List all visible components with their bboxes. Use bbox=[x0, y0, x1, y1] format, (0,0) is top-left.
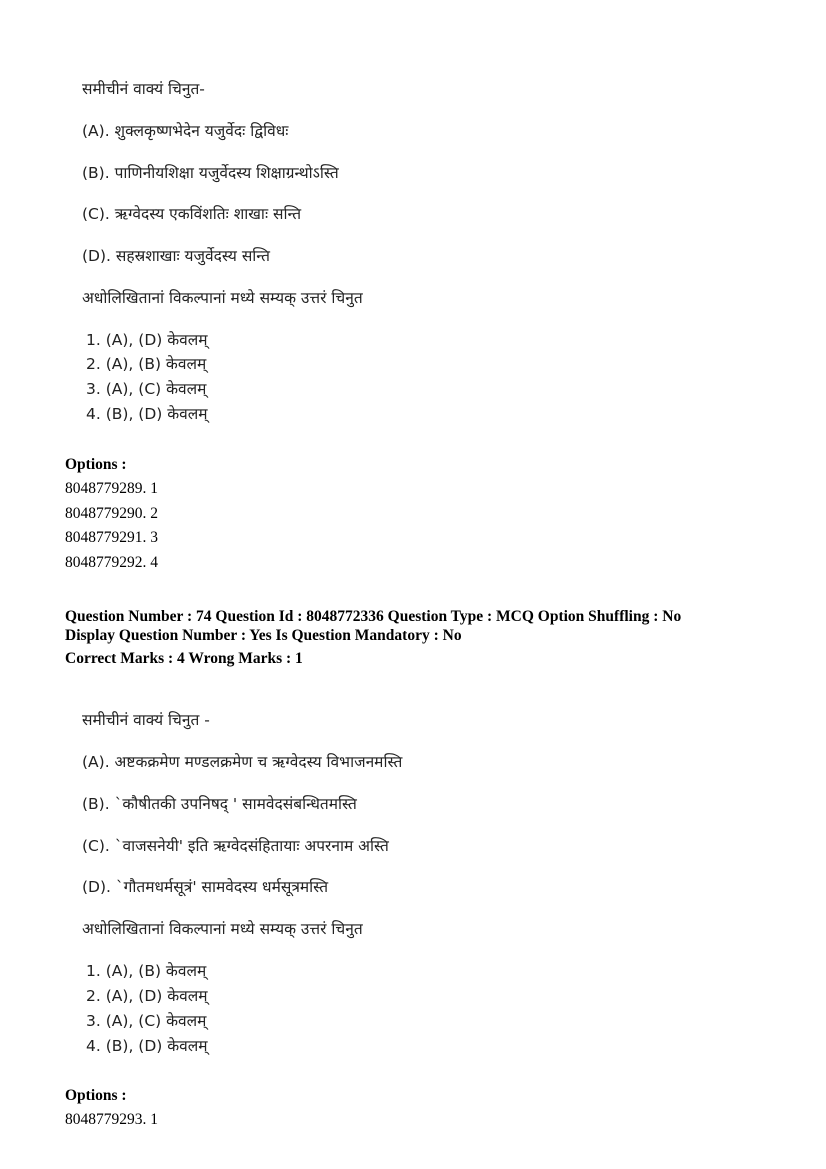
question-2-statement-b: (B). `कौषीतकी उपनिषद् ' सामवेदसंबन्धितमस्ति bbox=[82, 795, 357, 813]
question-2-prompt: समीचीनं वाक्यं चिनुत - bbox=[82, 711, 210, 729]
question-1-option-3: 8048779291. 3 bbox=[65, 529, 158, 546]
question-2-options-label: Options : bbox=[65, 1087, 127, 1104]
question-2-meta-line-2: Display Question Number : Yes Is Question Mandatory : No bbox=[65, 627, 462, 644]
question-1-statement-d: (D). सहस्रशाखाः यजुर्वेदस्य सन्ति bbox=[82, 247, 270, 265]
question-2-statement-a: (A). अष्टकक्रमेण मण्डलक्रमेण च ऋग्वेदस्य विभाजनमस्ति bbox=[82, 753, 403, 771]
question-1-options-label: Options : bbox=[65, 456, 127, 473]
question-2-statement-c: (C). `वाजसनेयी' इति ऋग्वेदसंहितायाः अपरनाम अस्ति bbox=[82, 837, 389, 855]
question-1-option-4: 8048779292. 4 bbox=[65, 554, 158, 571]
question-2-meta-line-1: Question Number : 74 Question Id : 8048772336 Question Type : MCQ Option Shuffling : No bbox=[65, 608, 682, 625]
question-2-instruction: अधोलिखितानां विकल्पानां मध्ये सम्यक् उत्तरं चिनुत bbox=[82, 920, 363, 938]
question-2-choice-1: 1. (A), (B) केवलम् bbox=[86, 962, 207, 980]
question-1-instruction: अधोलिखितानां विकल्पानां मध्ये सम्यक् उत्तरं चिनुत bbox=[82, 289, 363, 307]
question-1-statement-c: (C). ऋग्वेदस्य एकविंशतिः शाखाः सन्ति bbox=[82, 205, 302, 223]
question-2-statement-d: (D). `गौतमधर्मसूत्रं' सामवेदस्य धर्मसूत्रमस्ति bbox=[82, 878, 329, 896]
question-1-option-2: 8048779290. 2 bbox=[65, 505, 158, 522]
question-2-option-1: 8048779293. 1 bbox=[65, 1111, 158, 1128]
question-1-statement-a: (A). शुक्लकृष्णभेदेन यजुर्वेदः द्विविधः bbox=[82, 122, 289, 140]
question-1-prompt: समीचीनं वाक्यं चिनुत- bbox=[82, 80, 205, 98]
question-2-choice-3: 3. (A), (C) केवलम् bbox=[86, 1012, 207, 1030]
question-2-meta-line-3: Correct Marks : 4 Wrong Marks : 1 bbox=[65, 650, 303, 667]
question-1-statement-b: (B). पाणिनीयशिक्षा यजुर्वेदस्य शिक्षाग्रन्थोऽस्ति bbox=[82, 164, 339, 182]
question-1-choice-2: 2. (A), (B) केवलम् bbox=[86, 355, 207, 373]
question-2-choice-2: 2. (A), (D) केवलम् bbox=[86, 987, 208, 1005]
question-1-choice-1: 1. (A), (D) केवलम् bbox=[86, 331, 208, 349]
question-1-option-1: 8048779289. 1 bbox=[65, 480, 158, 497]
question-2-choice-4: 4. (B), (D) केवलम् bbox=[86, 1037, 208, 1055]
question-1-choice-4: 4. (B), (D) केवलम् bbox=[86, 405, 208, 423]
question-1-choice-3: 3. (A), (C) केवलम् bbox=[86, 380, 207, 398]
